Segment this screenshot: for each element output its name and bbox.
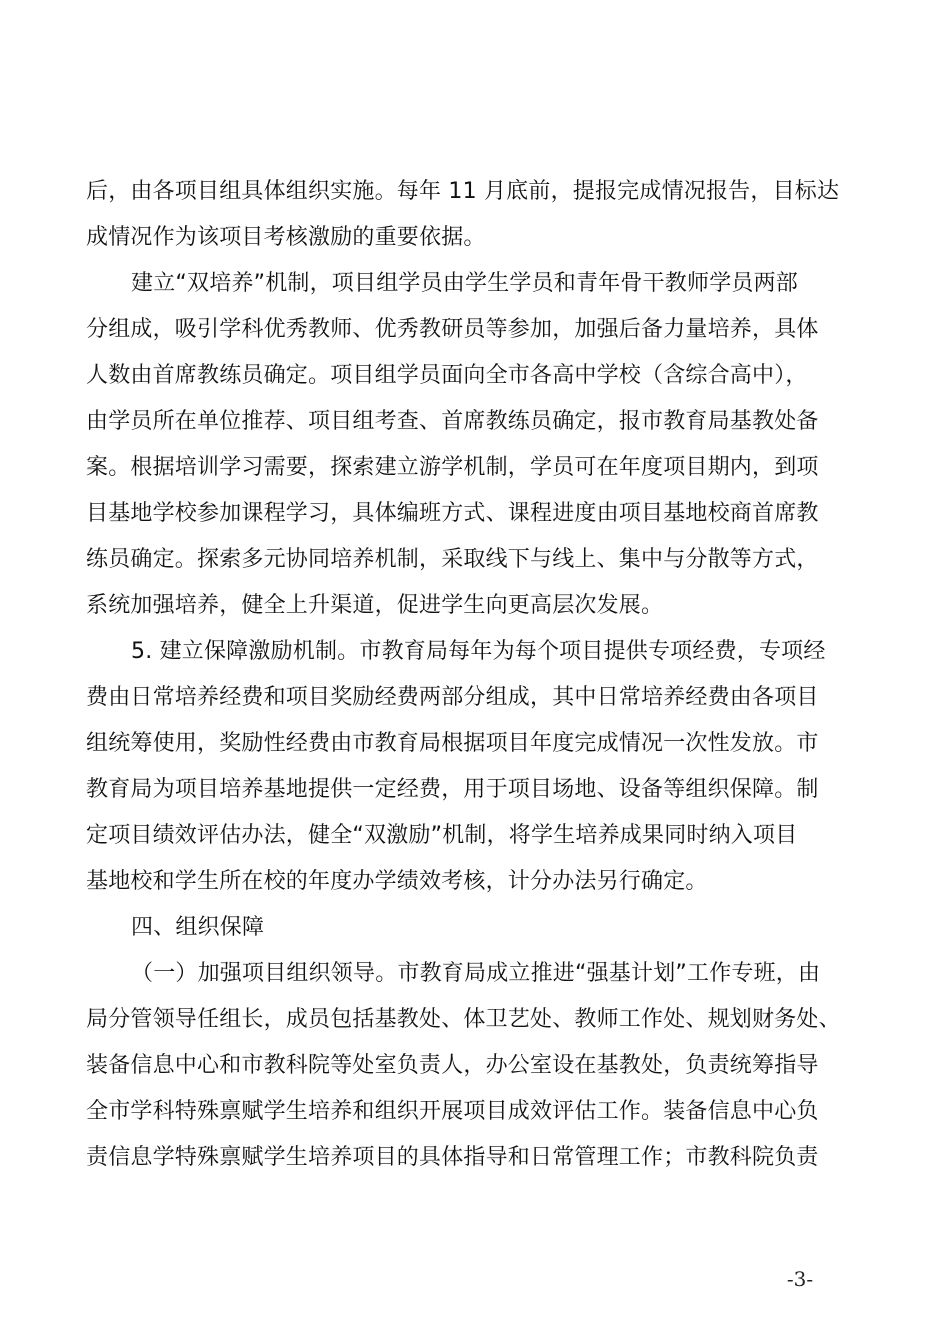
- text-line: 系统加强培养，健全上升渠道，促进学生向更高层次发展。: [86, 593, 664, 618]
- text-line: 定项目绩效评估办法，健全“双激励”机制，将学生培养成果同时纳入项目: [86, 823, 798, 848]
- section-heading: 四、组织保障: [131, 915, 265, 940]
- text-line: 责信息学特殊禀赋学生培养项目的具体指导和日常管理工作；市教科院负责: [86, 1145, 819, 1170]
- text-line: 由学员所在单位推荐、项目组考查、首席教练员确定，报市教育局基教处备: [86, 409, 819, 434]
- text-line: 教育局为项目培养基地提供一定经费，用于项目场地、设备等组织保障。制: [86, 777, 819, 802]
- text-line: 人数由首席教练员确定。项目组学员面向全市各高中学校（含综合高中），: [86, 363, 808, 388]
- text-line: 练员确定。探索多元协同培养机制，采取线下与线上、集中与分散等方式，: [86, 547, 819, 572]
- text-line: 基地校和学生所在校的年度办学绩效考核，计分办法另行确定。: [86, 869, 708, 894]
- text-line: 后，由各项目组具体组织实施。每年 11 月底前，提报完成情况报告，目标达: [86, 179, 840, 204]
- text-line: 费由日常培养经费和项目奖励经费两部分组成，其中日常培养经费由各项目: [86, 685, 819, 710]
- text-line: 局分管领导任组长，成员包括基教处、体卫艺处、教师工作处、规划财务处、: [86, 1007, 841, 1032]
- text-line: 全市学科特殊禀赋学生培养和组织开展项目成效评估工作。装备信息中心负: [86, 1099, 819, 1124]
- text-line: 目基地学校参加课程学习，具体编班方式、课程进度由项目基地校商首席教: [86, 501, 819, 526]
- text-line: 装备信息中心和市教科院等处室负责人，办公室设在基教处，负责统筹指导: [86, 1053, 819, 1078]
- text-line: 成情况作为该项目考核激励的重要依据。: [86, 225, 486, 250]
- text-line: 组统筹使用，奖励性经费由市教育局根据项目年度完成情况一次性发放。市: [86, 731, 819, 756]
- page-number: -3-: [786, 1267, 814, 1291]
- text-line: 分组成，吸引学科优秀教师、优秀教研员等参加，加强后备力量培养，具体: [86, 317, 819, 342]
- paragraph-first-line: （一）加强项目组织领导。市教育局成立推进“强基计划”工作专班，由: [131, 961, 821, 986]
- text-line: 案。根据培训学习需要，探索建立游学机制，学员可在年度项目期内，到项: [86, 455, 819, 480]
- paragraph-first-line: 建立“双培养”机制，项目组学员由学生学员和青年骨干教师学员两部: [131, 271, 798, 296]
- paragraph-first-line: 5. 建立保障激励机制。市教育局每年为每个项目提供专项经费，专项经: [131, 639, 826, 664]
